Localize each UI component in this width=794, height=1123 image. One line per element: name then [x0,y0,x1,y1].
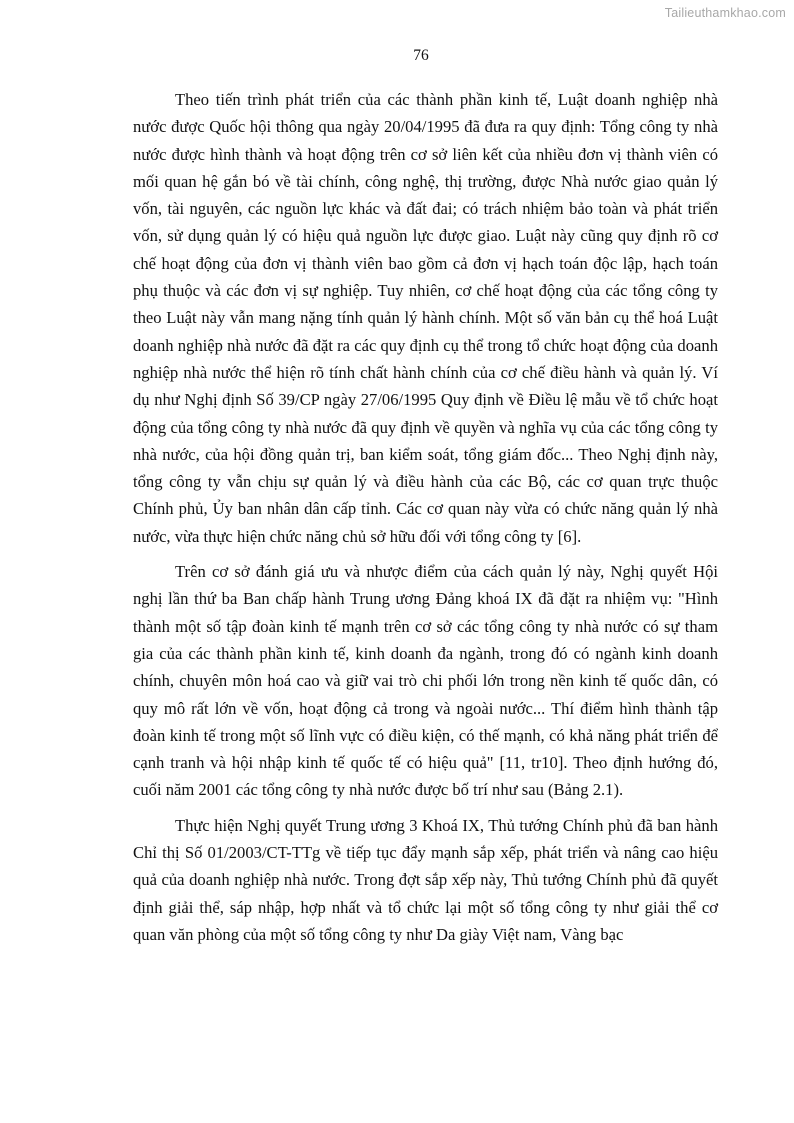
paragraph-2: Trên cơ sở đánh giá ưu và nhược điểm của cách quản lý này, Nghị quyết Hội nghị lần thứ ba Ban chấp hành Trung ương Đảng khoá IX đã đặt ra nhiệm vụ: "Hình thành một số tập đoàn kinh tế mạnh trên cơ sở các tổng công ty nhà nước có sự tham gia của các thành phần kinh tế, kinh doanh đa ngành, trong đó có ngành kinh doanh chính, chuyên môn hoá cao và giữ vai trò chi phối lớn trong nền kinh tế quốc dân, có quy mô rất lớn về vốn, hoạt động cả trong và ngoài nước... Thí điểm hình thành tập đoàn kinh tế trong một số lĩnh vực có điều kiện, có thế mạnh, có khả năng phát triển để cạnh tranh và hội nhập kinh tế quốc tế có hiệu quả" [11, tr10]. Theo định hướng đó, cuối năm 2001 các tổng công ty nhà nước được bố trí như sau (Bảng 2.1). [133,562,718,800]
page-number: 76 [413,47,429,64]
watermark-text: Tailieuthamkhao.com [664,6,786,20]
document-body [133,86,718,948]
paragraph-3: Thực hiện Nghị quyết Trung ương 3 Khoá IX, Thủ tướng Chính phủ đã ban hành Chỉ thị Số 01/2003/CT-TTg về tiếp tục đẩy mạnh sắp xếp, phát triển và nâng cao hiệu quả của doanh nghiệp nhà nước. Trong đợt sắp xếp này, Thủ tướng Chính phủ đã quyết định giải thể, sáp nhập, hợp nhất và tổ chức lại một số tổng công ty như giải thể cơ quan văn phòng của một số tổng công ty như Da giày Việt nam, Vàng bạc [133,815,718,944]
paragraph-1: Theo tiến trình phát triển của các thành phần kinh tế, Luật doanh nghiệp nhà nước được Quốc hội thông qua ngày 20/04/1995 đã đưa ra quy định: Tổng công ty nhà nước được hình thành và hoạt động trên cơ sở liên kết của nhiều đơn vị thành viên có mối quan hệ gắn bó về tài chính, công nghệ, thị trường, được Nhà nước giao quản lý vốn, tài nguyên, các nguồn lực khác và đất đai; có trách nhiệm bảo toàn và phát triển vốn, sử dụng quản lý có hiệu quả nguồn lực được giao. Luật này cũng quy định rõ cơ chế hoạt động của đơn vị thành viên bao gồm cả đơn vị hạch toán độc lập, hạch toán phụ thuộc và các đơn vị sự nghiệp. Tuy nhiên, cơ chế hoạt động của các tổng công ty theo Luật này vẫn mang nặng tính quản lý hành chính. Một số văn bản cụ thể hoá Luật doanh nghiệp nhà nước đã đặt ra các quy định cụ thể trong tổ chức hoạt động của doanh nghiệp nhà nước thể hiện rõ tính chất hành chính của cơ chế điều hành và quản lý. Ví dụ như Nghị định Số 39/CP ngày 27/06/1995 Quy định về Điều lệ mẫu về tổ chức hoạt động của tổng công ty nhà nước đã quy định về quyền và nghĩa vụ của các tổng công ty nhà nước, của hội đồng quản trị, ban kiểm soát, tổng giám đốc... Theo Nghị định này, tổng công ty vẫn chịu sự quản lý và điều hành của các Bộ, các cơ quan trực thuộc Chính phủ, Ủy ban nhân dân cấp tỉnh. Các cơ quan này vừa có chức năng quản lý nhà nước, vừa thực hiện chức năng chủ sở hữu đối với tổng công ty [6]. [133,90,718,546]
